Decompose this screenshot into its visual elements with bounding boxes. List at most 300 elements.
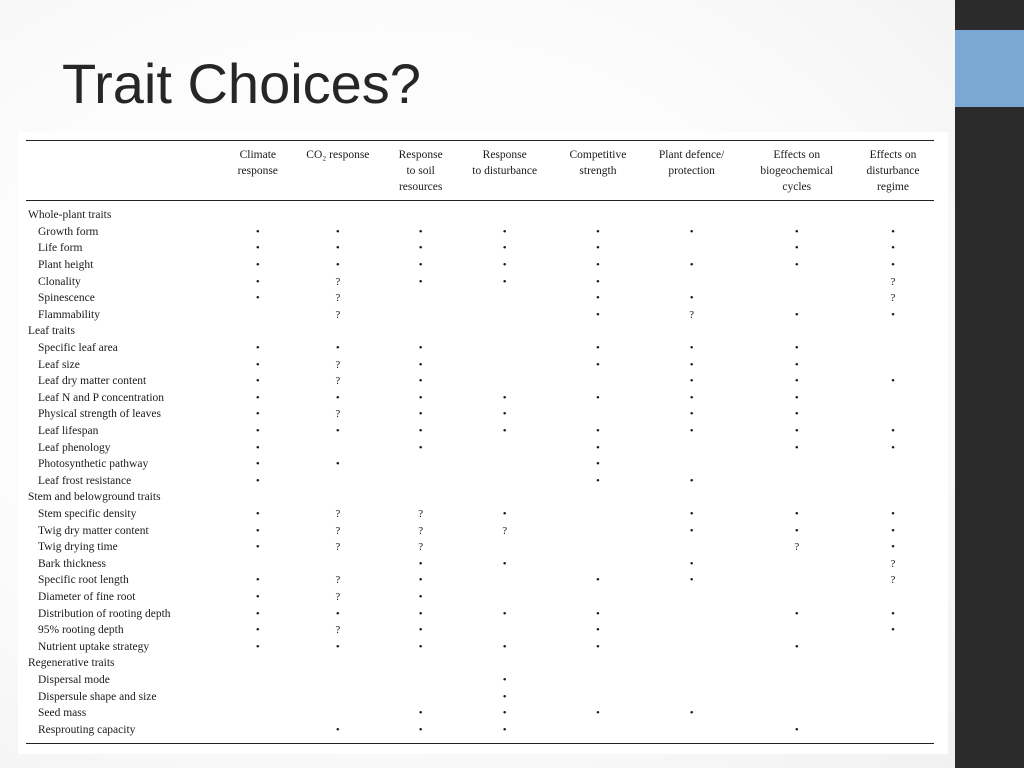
cell-defence xyxy=(642,506,742,523)
cell-regime xyxy=(852,688,934,705)
dot-mark: • xyxy=(794,408,799,421)
cell-co2 xyxy=(290,589,386,606)
cell-climate xyxy=(226,224,290,241)
cell-compet xyxy=(554,224,642,241)
cell-climate xyxy=(226,390,290,407)
cell-disturb xyxy=(455,356,554,373)
cell-co2 xyxy=(290,224,386,241)
cell-co2 xyxy=(290,473,386,490)
dot-mark: • xyxy=(891,541,895,554)
dot-mark: • xyxy=(418,375,423,388)
dot-mark: • xyxy=(255,292,260,305)
cell-defence xyxy=(642,473,742,490)
trait-name: Leaf frost resistance xyxy=(38,474,132,487)
dot-mark: • xyxy=(418,590,423,603)
cell-co2 xyxy=(290,423,386,440)
dot-mark: • xyxy=(502,259,507,272)
cell-biogeo xyxy=(742,572,852,589)
trait-name: Life form xyxy=(38,242,83,255)
trait-name: 95% rooting depth xyxy=(38,624,124,637)
dot-mark: • xyxy=(689,391,694,404)
dot-mark: • xyxy=(891,259,895,272)
cell-regime xyxy=(852,406,934,423)
dot-mark: • xyxy=(255,275,260,288)
cell-climate xyxy=(226,622,290,639)
header-disturb-line: Response xyxy=(482,149,527,161)
question-mark: ? xyxy=(335,375,341,388)
cell-defence xyxy=(642,224,742,241)
cell-regime xyxy=(852,506,934,523)
dot-mark: • xyxy=(502,690,507,703)
cell-compet xyxy=(554,572,642,589)
cell-regime xyxy=(852,273,934,290)
cell-climate xyxy=(226,672,290,689)
cell-co2 xyxy=(290,555,386,572)
cell-regime xyxy=(852,572,934,589)
question-mark: ? xyxy=(335,275,341,288)
cell-regime xyxy=(852,373,934,390)
cell-biogeo xyxy=(742,555,852,572)
header-regime-line: disturbance xyxy=(866,165,920,177)
dot-mark: • xyxy=(596,441,600,454)
trait-name: Growth form xyxy=(38,225,99,238)
table-row xyxy=(26,622,934,639)
cell-co2 xyxy=(290,373,386,390)
cell-regime xyxy=(852,390,934,407)
cell-co2 xyxy=(290,638,386,655)
cell-climate xyxy=(226,240,290,257)
cell-biogeo xyxy=(742,273,852,290)
cell-co2 xyxy=(290,290,386,307)
dot-mark: • xyxy=(255,391,260,404)
group-name: Stem and belowground traits xyxy=(28,491,161,504)
question-mark: ? xyxy=(502,524,508,537)
dot-mark: • xyxy=(596,275,600,288)
question-mark: ? xyxy=(418,541,424,554)
trait-name: Specific leaf area xyxy=(38,342,118,355)
header-co2 xyxy=(290,141,386,201)
cell-soil xyxy=(386,423,455,440)
cell-co2 xyxy=(290,356,386,373)
table-row xyxy=(26,439,934,456)
cell-defence xyxy=(642,373,742,390)
question-mark: ? xyxy=(335,624,341,637)
cell-regime xyxy=(852,638,934,655)
cell-soil xyxy=(386,456,455,473)
dot-mark: • xyxy=(502,275,507,288)
cell-climate xyxy=(226,572,290,589)
table-row xyxy=(26,555,934,572)
cell-compet xyxy=(554,240,642,257)
cell-soil xyxy=(386,638,455,655)
cell-co2 xyxy=(290,622,386,639)
dot-mark: • xyxy=(255,574,260,587)
cell-disturb xyxy=(455,672,554,689)
cell-co2 xyxy=(290,273,386,290)
cell-regime xyxy=(852,439,934,456)
cell-compet xyxy=(554,705,642,722)
header-soil xyxy=(386,141,455,201)
cell-disturb xyxy=(455,506,554,523)
trait-name: Leaf N and P concentration xyxy=(38,391,165,404)
question-mark: ? xyxy=(335,408,341,421)
dot-mark: • xyxy=(418,640,423,653)
dot-mark: • xyxy=(794,391,799,404)
cell-compet xyxy=(554,423,642,440)
cell-co2 xyxy=(290,406,386,423)
cell-defence xyxy=(642,423,742,440)
cell-defence xyxy=(642,539,742,556)
cell-regime xyxy=(852,672,934,689)
header-biogeo-line: Effects on xyxy=(773,149,821,161)
dot-mark: • xyxy=(689,259,694,272)
dot-mark: • xyxy=(596,242,600,255)
dot-mark: • xyxy=(596,474,600,487)
cell-co2 xyxy=(290,340,386,357)
header-defence-line: protection xyxy=(668,165,715,177)
dot-mark: • xyxy=(596,342,600,355)
dot-mark: • xyxy=(335,425,340,438)
table-header xyxy=(26,141,934,201)
cell-defence xyxy=(642,721,742,743)
dot-mark: • xyxy=(418,408,423,421)
table-row xyxy=(26,240,934,257)
cell-defence xyxy=(642,589,742,606)
trait-name: Diameter of fine root xyxy=(38,590,136,603)
dot-mark: • xyxy=(596,292,600,305)
cell-compet xyxy=(554,672,642,689)
cell-compet xyxy=(554,290,642,307)
cell-disturb xyxy=(455,224,554,241)
question-mark: ? xyxy=(335,541,341,554)
dot-mark: • xyxy=(502,408,507,421)
cell-defence xyxy=(642,340,742,357)
cell-compet xyxy=(554,356,642,373)
dot-mark: • xyxy=(255,242,260,255)
trait-name: Twig drying time xyxy=(38,541,118,554)
dot-mark: • xyxy=(794,242,799,255)
dot-mark: • xyxy=(596,391,600,404)
table-row xyxy=(26,721,934,743)
cell-regime xyxy=(852,705,934,722)
cell-biogeo xyxy=(742,539,852,556)
dot-mark: • xyxy=(891,375,895,388)
cell-biogeo xyxy=(742,240,852,257)
cell-soil xyxy=(386,705,455,722)
cell-compet xyxy=(554,273,642,290)
table-row xyxy=(26,705,934,722)
cell-soil xyxy=(386,721,455,743)
cell-regime xyxy=(852,555,934,572)
dot-mark: • xyxy=(596,259,600,272)
cell-soil xyxy=(386,688,455,705)
header-regime-line: regime xyxy=(877,181,909,193)
cell-climate xyxy=(226,439,290,456)
header-soil-line: resources xyxy=(398,181,443,193)
trait-name: Leaf lifespan xyxy=(38,425,99,438)
dot-mark: • xyxy=(418,624,423,637)
trait-name: Plant height xyxy=(38,259,94,272)
question-mark: ? xyxy=(418,524,424,537)
cell-co2 xyxy=(290,456,386,473)
dot-mark: • xyxy=(418,707,423,720)
cell-biogeo xyxy=(742,473,852,490)
dot-mark: • xyxy=(335,458,340,471)
cell-soil xyxy=(386,240,455,257)
cell-defence xyxy=(642,406,742,423)
cell-disturb xyxy=(455,439,554,456)
dot-mark: • xyxy=(891,624,895,637)
cell-disturb xyxy=(455,555,554,572)
cell-biogeo xyxy=(742,688,852,705)
dot-mark: • xyxy=(255,474,260,487)
group-row xyxy=(26,201,934,224)
dot-mark: • xyxy=(418,723,423,736)
table-row xyxy=(26,290,934,307)
group-row xyxy=(26,489,934,506)
cell-regime xyxy=(852,539,934,556)
cell-disturb xyxy=(455,273,554,290)
cell-regime xyxy=(852,605,934,622)
trait-name: Twig dry matter content xyxy=(38,524,149,537)
cell-disturb xyxy=(455,539,554,556)
cell-compet xyxy=(554,721,642,743)
cell-defence xyxy=(642,390,742,407)
cell-regime xyxy=(852,340,934,357)
cell-compet xyxy=(554,506,642,523)
cell-soil xyxy=(386,307,455,324)
cell-compet xyxy=(554,473,642,490)
dot-mark: • xyxy=(689,358,694,371)
question-mark: ? xyxy=(794,541,800,554)
dot-mark: • xyxy=(255,607,260,620)
side-bar-dark xyxy=(955,0,1024,768)
cell-climate xyxy=(226,605,290,622)
cell-soil xyxy=(386,672,455,689)
cell-soil xyxy=(386,605,455,622)
cell-disturb xyxy=(455,572,554,589)
header-regime xyxy=(852,141,934,201)
table-row xyxy=(26,672,934,689)
cell-compet xyxy=(554,555,642,572)
dot-mark: • xyxy=(502,391,507,404)
dot-mark: • xyxy=(794,640,799,653)
cell-co2 xyxy=(290,390,386,407)
dot-mark: • xyxy=(689,425,694,438)
cell-biogeo xyxy=(742,589,852,606)
dot-mark: • xyxy=(418,557,423,570)
dot-mark: • xyxy=(794,342,799,355)
table-row xyxy=(26,423,934,440)
dot-mark: • xyxy=(255,590,260,603)
dot-mark: • xyxy=(794,375,799,388)
cell-co2 xyxy=(290,307,386,324)
cell-biogeo xyxy=(742,705,852,722)
cell-disturb xyxy=(455,290,554,307)
dot-mark: • xyxy=(689,225,694,238)
dot-mark: • xyxy=(418,358,423,371)
dot-mark: • xyxy=(689,375,694,388)
cell-soil xyxy=(386,356,455,373)
cell-climate xyxy=(226,456,290,473)
cell-regime xyxy=(852,522,934,539)
cell-climate xyxy=(226,290,290,307)
cell-soil xyxy=(386,506,455,523)
dot-mark: • xyxy=(335,391,340,404)
header-biogeo-line: cycles xyxy=(782,181,812,193)
trait-table-figure xyxy=(18,132,948,754)
dot-mark: • xyxy=(335,259,340,272)
table-row xyxy=(26,522,934,539)
table-row xyxy=(26,506,934,523)
cell-co2 xyxy=(290,257,386,274)
cell-climate xyxy=(226,257,290,274)
cell-soil xyxy=(386,257,455,274)
cell-co2 xyxy=(290,688,386,705)
question-mark: ? xyxy=(335,507,341,520)
cell-biogeo xyxy=(742,257,852,274)
cell-climate xyxy=(226,506,290,523)
table-row xyxy=(26,456,934,473)
dot-mark: • xyxy=(689,474,694,487)
dot-mark: • xyxy=(596,308,600,321)
trait-name: Flammability xyxy=(38,308,100,321)
cell-climate xyxy=(226,307,290,324)
cell-defence xyxy=(642,456,742,473)
dot-mark: • xyxy=(502,723,507,736)
header-defence xyxy=(642,141,742,201)
header-trait-column xyxy=(26,141,226,201)
dot-mark: • xyxy=(794,507,799,520)
dot-mark: • xyxy=(794,441,799,454)
dot-mark: • xyxy=(335,640,340,653)
header-compet-line: strength xyxy=(579,165,617,177)
cell-regime xyxy=(852,721,934,743)
table-row xyxy=(26,224,934,241)
cell-compet xyxy=(554,456,642,473)
dot-mark: • xyxy=(689,574,694,587)
question-mark: ? xyxy=(890,574,896,587)
table-row xyxy=(26,373,934,390)
dot-mark: • xyxy=(335,607,340,620)
cell-defence xyxy=(642,555,742,572)
cell-co2 xyxy=(290,522,386,539)
cell-climate xyxy=(226,522,290,539)
dot-mark: • xyxy=(891,507,895,520)
cell-climate xyxy=(226,555,290,572)
table-row xyxy=(26,340,934,357)
header-compet xyxy=(554,141,642,201)
cell-compet xyxy=(554,406,642,423)
trait-name: Spinescence xyxy=(38,292,95,305)
cell-disturb xyxy=(455,390,554,407)
header-climate-line: response xyxy=(237,165,278,177)
dot-mark: • xyxy=(255,624,260,637)
cell-climate xyxy=(226,721,290,743)
cell-defence xyxy=(642,622,742,639)
cell-soil xyxy=(386,390,455,407)
dot-mark: • xyxy=(596,358,600,371)
cell-defence xyxy=(642,240,742,257)
question-mark: ? xyxy=(335,358,341,371)
cell-soil xyxy=(386,273,455,290)
question-mark: ? xyxy=(890,557,896,570)
cell-climate xyxy=(226,340,290,357)
dot-mark: • xyxy=(335,242,340,255)
cell-defence xyxy=(642,522,742,539)
dot-mark: • xyxy=(794,524,799,537)
dot-mark: • xyxy=(794,259,799,272)
dot-mark: • xyxy=(596,707,600,720)
question-mark: ? xyxy=(335,524,341,537)
dot-mark: • xyxy=(255,541,260,554)
dot-mark: • xyxy=(255,358,260,371)
cell-disturb xyxy=(455,307,554,324)
cell-climate xyxy=(226,373,290,390)
cell-disturb xyxy=(455,257,554,274)
slide-title: Trait Choices? xyxy=(62,52,421,115)
dot-mark: • xyxy=(689,557,694,570)
cell-co2 xyxy=(290,672,386,689)
cell-defence xyxy=(642,605,742,622)
header-co2-line: CO₂ response xyxy=(306,149,370,161)
cell-co2 xyxy=(290,240,386,257)
dot-mark: • xyxy=(794,358,799,371)
question-mark: ? xyxy=(418,507,424,520)
table-row xyxy=(26,473,934,490)
cell-climate xyxy=(226,638,290,655)
trait-name: Stem specific density xyxy=(38,507,137,520)
question-mark: ? xyxy=(890,275,896,288)
cell-biogeo xyxy=(742,340,852,357)
cell-regime xyxy=(852,423,934,440)
cell-regime xyxy=(852,622,934,639)
table-body xyxy=(26,201,934,744)
dot-mark: • xyxy=(418,342,423,355)
dot-mark: • xyxy=(335,225,340,238)
cell-biogeo xyxy=(742,356,852,373)
cell-biogeo xyxy=(742,423,852,440)
cell-compet xyxy=(554,390,642,407)
cell-regime xyxy=(852,456,934,473)
cell-biogeo xyxy=(742,638,852,655)
dot-mark: • xyxy=(891,425,895,438)
cell-regime xyxy=(852,257,934,274)
cell-disturb xyxy=(455,423,554,440)
header-defence-line: Plant defence/ xyxy=(658,149,725,161)
cell-climate xyxy=(226,705,290,722)
trait-name: Nutrient uptake strategy xyxy=(38,640,150,653)
cell-defence xyxy=(642,572,742,589)
dot-mark: • xyxy=(891,524,895,537)
cell-co2 xyxy=(290,539,386,556)
trait-name: Dispersal mode xyxy=(38,673,110,686)
cell-disturb xyxy=(455,240,554,257)
dot-mark: • xyxy=(596,640,600,653)
cell-biogeo xyxy=(742,406,852,423)
dot-mark: • xyxy=(418,259,423,272)
table-row xyxy=(26,307,934,324)
cell-compet xyxy=(554,257,642,274)
header-disturb-line: to disturbance xyxy=(472,165,538,177)
cell-co2 xyxy=(290,721,386,743)
cell-soil xyxy=(386,522,455,539)
dot-mark: • xyxy=(689,707,694,720)
question-mark: ? xyxy=(689,308,695,321)
table-row xyxy=(26,688,934,705)
header-row xyxy=(26,141,934,201)
trait-name: Bark thickness xyxy=(38,557,107,570)
